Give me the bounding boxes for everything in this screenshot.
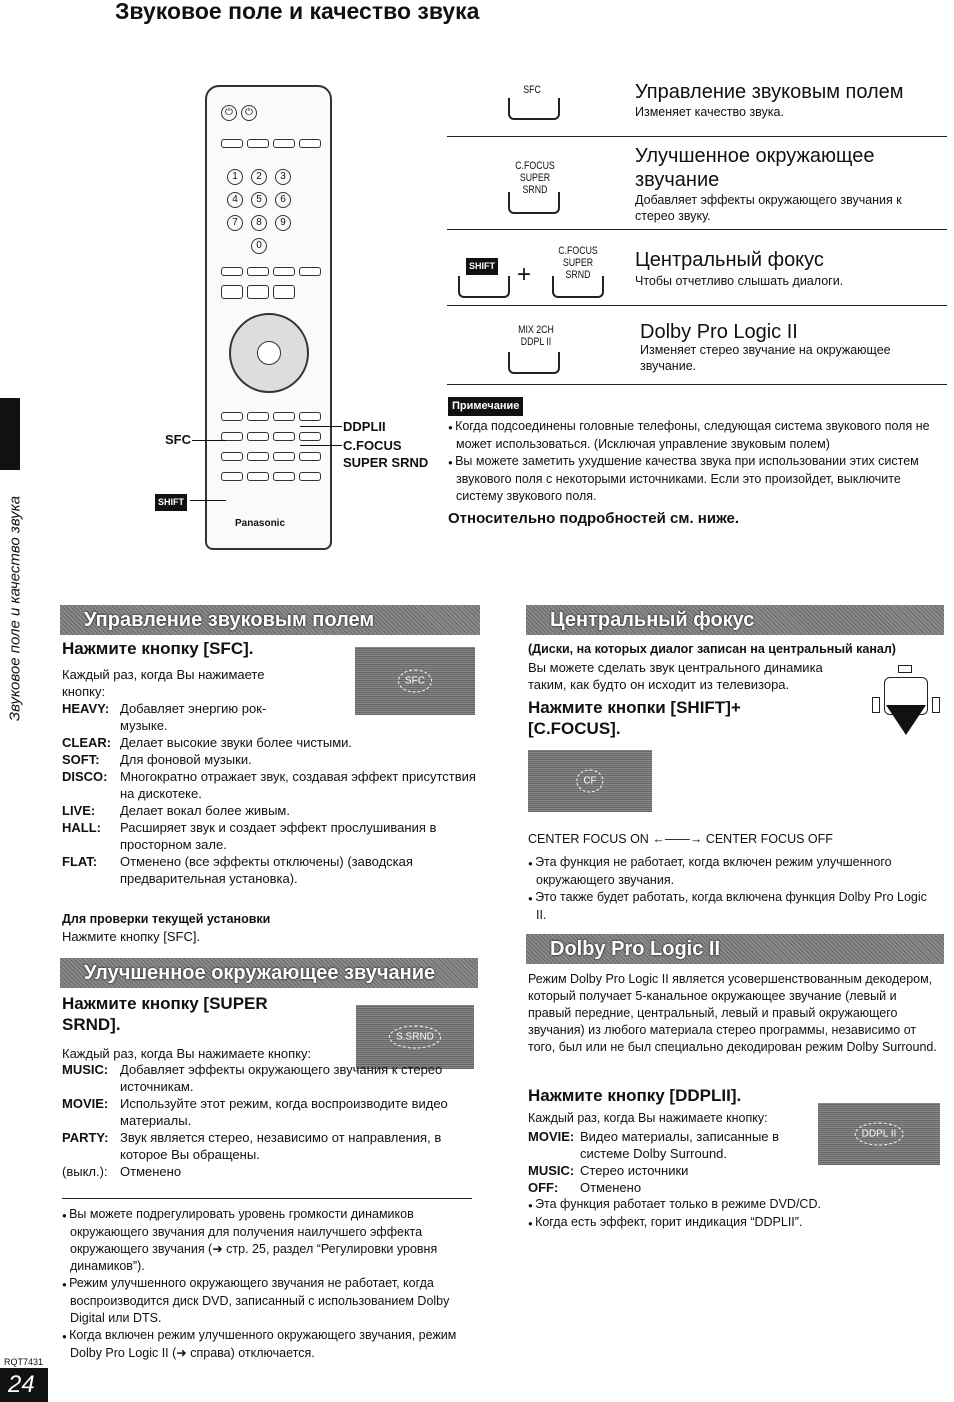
tv-speaker-diagram-icon bbox=[870, 665, 945, 775]
note-item: ● Эта функция работает только в режиме DVD/CD. bbox=[528, 1196, 938, 1214]
shift-button-icon bbox=[458, 276, 510, 298]
note-item: ● Вы можете заметить ухудшение качества звука при использовании этих систем звукового поля с некоторыми источниками. Если это произойдет, выключите систему звукового поля. bbox=[448, 453, 943, 505]
sfc-intro: Каждый раз, когда Вы нажимаете кнопку: bbox=[62, 667, 265, 699]
item-title: Dolby Pro Logic II bbox=[640, 321, 798, 343]
item-desc: Добавляет эффекты окружающего звучания к стерео звуку. bbox=[635, 193, 902, 223]
item-desc: Изменяет стерео звучание на окружающее звучание. bbox=[640, 343, 891, 373]
dpl-display: DDPL II bbox=[818, 1103, 940, 1165]
super-srnd-button-icon bbox=[508, 192, 560, 214]
item-title: Центральный фокус bbox=[635, 249, 824, 271]
cfocus-notes bbox=[528, 854, 928, 924]
see-below: Относительно подробностей см. ниже. bbox=[448, 510, 740, 527]
dpl-press: Каждый раз, когда Вы нажимаете кнопку: bbox=[528, 1111, 768, 1125]
note-item: ● Когда включен режим улучшенного окружающего звучания, режим Dolby Pro Logic II (➜ справа) отключается. bbox=[62, 1327, 472, 1362]
sfc-button-caption: SFC bbox=[523, 84, 541, 96]
srnd-modes: MUSIC: Добавляет эффекты окружающего звучания к стерео источникам. MOVIE: Используйте этот режим, когда воспроизводите видео материалы. PARTY: Звук является стерео, независимо от направления, в которое Вы обращены. (выкл.): Отменено bbox=[62, 1062, 448, 1179]
note-tag: Примечание bbox=[448, 397, 523, 416]
note-item: ● Когда подсоединены головные телефоны, следующая система звукового поля не может использоваться. (Исключая управление звуковым полем) bbox=[448, 418, 943, 453]
cfocus-banner: Центральный фокус bbox=[526, 605, 944, 635]
remote-label-dpl: DDPLII bbox=[343, 419, 386, 434]
sfc-banner: Управление звуковым полем bbox=[60, 605, 480, 635]
shift-button-caption: SHIFT bbox=[466, 258, 498, 275]
note-item: ● Эта функция не работает, когда включен режим улучшенного окружающего звучания. bbox=[528, 854, 928, 889]
cfocus-display: CF bbox=[528, 750, 652, 812]
note-item: ● Это также будет работать, когда включена функция Dolby Pro Logic II. bbox=[528, 889, 928, 924]
srnd-heading: Нажмите кнопку [SUPER SRND]. bbox=[62, 994, 268, 1034]
super-srnd-button-caption: C.FOCUS SUPER SRND bbox=[515, 160, 555, 196]
remote-label-cfocus: C.FOCUS bbox=[343, 438, 402, 453]
cfocus-toggle: CENTER FOCUS ON ←——→ CENTER FOCUS OFF bbox=[528, 832, 833, 846]
dpl-heading: Нажмите кнопку [DDPLII]. bbox=[528, 1086, 742, 1105]
remote-label-sfc: SFC bbox=[165, 432, 191, 447]
page-number: 24 bbox=[0, 1368, 48, 1402]
sfc-modes: HEAVY: Добавляет энергию рок-музыке. CLEAR: Делает высокие звуки более чистыми. SOFT: Для фоновой музыки. DISCO: Многократно отражает звук, создавая эффект присутствия на дискотеке. LIVE: Делает вокал более живым. HALL: Расширяет звук и создает эффект прослушивания в просторном зале. FLAT: Отменено (все эффекты отключены) (заводская предварительная установка). bbox=[62, 701, 476, 886]
note-item: ● Когда есть эффект, горит индикация “DDPLII”. bbox=[528, 1214, 938, 1232]
note-list bbox=[448, 418, 943, 505]
sfc-button-icon bbox=[508, 98, 560, 120]
item-title: Управление звуковым полем bbox=[635, 81, 904, 103]
remote-label-shift: SHIFT bbox=[155, 494, 187, 511]
brand-logo: Panasonic bbox=[235, 518, 286, 529]
dpl-banner: Dolby Pro Logic II bbox=[526, 934, 944, 964]
cfocus-sub: (Диски, на которых диалог записан на центральный канал) bbox=[528, 642, 896, 656]
srnd-notes bbox=[62, 1206, 472, 1362]
dpl-intro: Режим Dolby Pro Logic II является усовершенствованным декодером, который получает 5-канальное окружающее звучание (левый и правый передние, центральный, левый и правый окружающего звучания) из любого материала стерео программы, независимо от того, был или не был специально декодирован режим Dolby Surround. bbox=[528, 972, 937, 1054]
sfc-display: SFC bbox=[355, 647, 475, 715]
srnd-intro: Каждый раз, когда Вы нажимаете кнопку: bbox=[62, 1046, 312, 1061]
cfocus-button-caption: C.FOCUS SUPER SRND bbox=[558, 245, 598, 281]
item-title: Улучшенное окружающее звучание bbox=[635, 145, 875, 191]
cfocus-heading: Нажмите кнопки [SHIFT]+[C.FOCUS]. bbox=[528, 698, 741, 738]
dpl-modes: MOVIE: Видео материалы, записанные в системе Dolby Surround. MUSIC: Стерео источники OFF: Отменено bbox=[528, 1129, 780, 1195]
note-item: ● Вы можете подрегулировать уровень громкости динамиков окружающего звучания для получения наилучшего эффекта окружающего звучания (➜ стр. 25, раздел “Регулировки уровня динамиков”). bbox=[62, 1206, 472, 1275]
dpl-notes bbox=[528, 1196, 938, 1232]
side-tab-marker bbox=[0, 398, 20, 470]
sfc-check-title: Для проверки текущей установки bbox=[62, 912, 271, 926]
remote-control-illustration: ⏻ ⏻ 1 2 3 4 5 6 7 8 9 0 Panasonic bbox=[205, 85, 332, 550]
item-desc: Изменяет качество звука. bbox=[635, 105, 784, 119]
side-tab-label: Звуковое поле и качество звука bbox=[6, 495, 24, 722]
cfocus-intro: Вы можете сделать звук центрального динамика таким, как будто он исходит из телевизора. bbox=[528, 660, 823, 692]
item-desc: Чтобы отчетливо слышать диалоги. bbox=[635, 274, 844, 288]
dpl-button-caption: MIX 2CH DDPL II bbox=[518, 324, 554, 348]
page-title: Звуковое поле и качество звука bbox=[115, 0, 480, 24]
cfocus-button-icon bbox=[552, 276, 604, 298]
srnd-banner: Улучшенное окружающее звучание bbox=[60, 958, 478, 988]
plus-sign: + bbox=[517, 261, 532, 288]
sfc-heading: Нажмите кнопку [SFC]. bbox=[62, 639, 254, 658]
note-item: ● Режим улучшенного окружающего звучания не работает, когда воспроизводится диск DVD, записанный с использованием Dolby Digital или DTS. bbox=[62, 1275, 472, 1327]
srnd-display: S.SRND bbox=[356, 1005, 474, 1069]
dpl-button-icon bbox=[508, 352, 560, 374]
model-code: RQT7431 bbox=[4, 1357, 44, 1367]
sfc-check-text: Нажмите кнопку [SFC]. bbox=[62, 929, 201, 944]
remote-label-super-srnd: SUPER SRND bbox=[343, 455, 429, 470]
